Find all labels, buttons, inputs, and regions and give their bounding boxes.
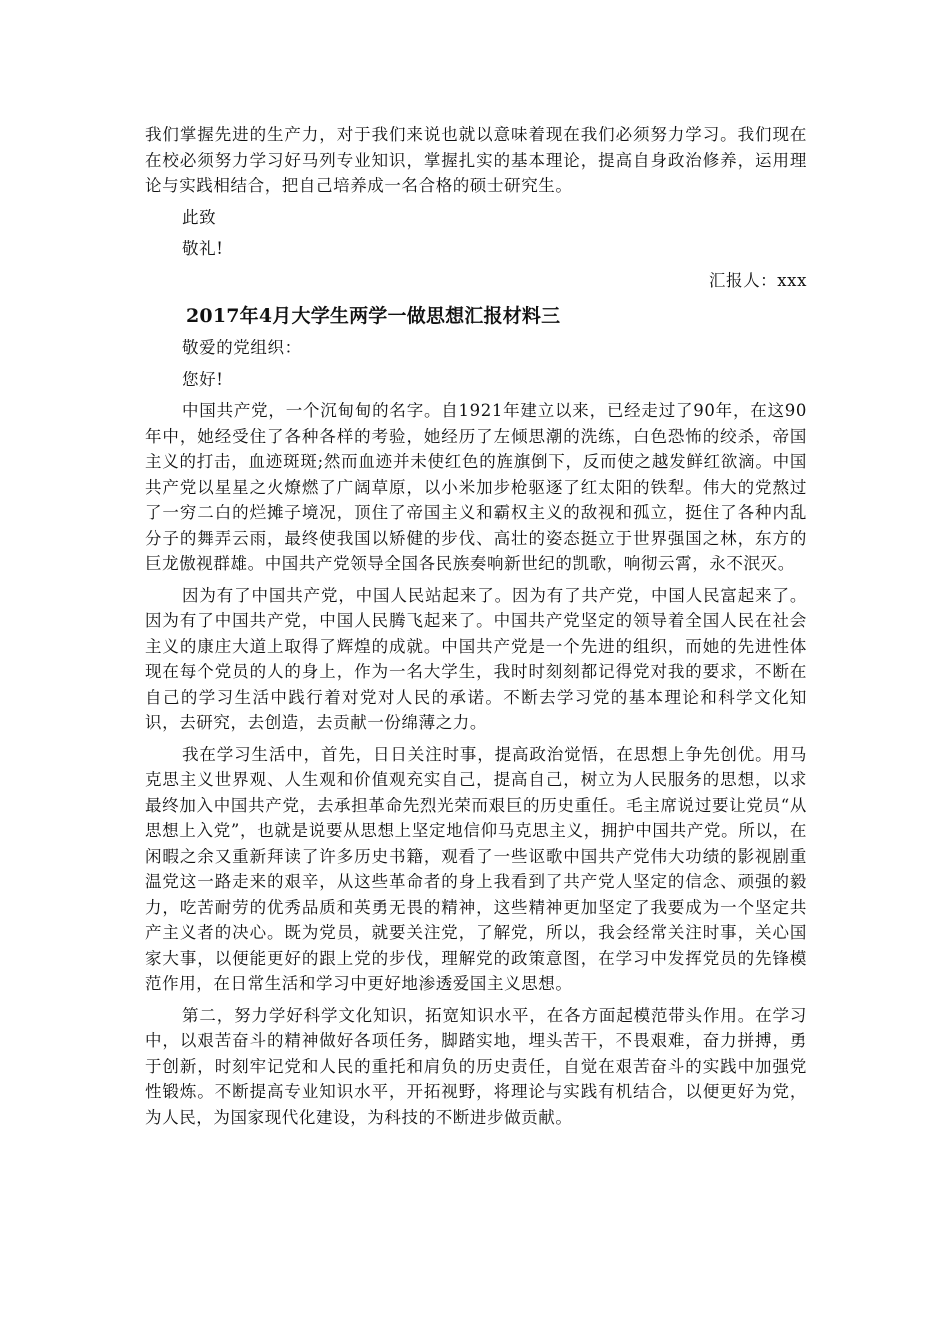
- greeting: 您好!: [182, 369, 224, 389]
- body-paragraph: 第二，努力学好科学文化知识，拓宽知识水平，在各方面起模范带头作用。在学习中，以艰苦奋斗的精神做好各项任务，脚踏实地，埋头苦干，不畏艰难，奋力拼搏，勇于创新，时刻牢记党和人民的重托和肩负的历史责任，自觉在艰苦奋斗的实践中加强党性锻炼。不断提高专业知识水平，开拓视野，将理论与实践有机结合，以便更好为党，为人民，为国家现代化建设，为科技的不断进步做贡献。: [145, 1005, 807, 1127]
- salutation: 敬爱的党组织：: [182, 338, 302, 357]
- signature: 汇报人：xxx: [708, 270, 807, 290]
- body-paragraph: 我们掌握先进的生产力，对于我们来说也就以意味着现在我们必须努力学习。我们现在在校必须努力学习好马列专业知识，掌握扎实的基本理论，提高自身政治修养，运用理论与实践相结合，把自己培养成一名合格的硕士研究生。: [145, 125, 807, 195]
- body-paragraph: 我在学习生活中，首先，日日关注时事，提高政治觉悟，在思想上争先创优。用马克思主义世界观、人生观和价值观充实自己，提高自己，树立为人民服务的思想，以求最终加入中国共产党，去承担革命先烈光荣而艰巨的历史重任。毛主席说过要让党员“从思想上入党”，也就是说要从思想上坚定地信仰马克思主义，拥护中国共产党。所以，在闲暇之余又重新拜读了许多历史书籍，观看了一些讴歌中国共产党伟大功绩的影视剧重温党这一路走来的艰辛，从这些革命者的身上我看到了共产党人坚定的信念、顽强的毅力，吃苦耐劳的优秀品质和英勇无畏的精神，这些精神更加坚定了我要成为一个坚定共产主义者的决心。既为党员，就要关注党，了解党，所以，我会经常关注时事，关心国家大事，以便能更好的跟上党的步伐，理解党的政策意图，在学习中发挥党员的先锋模范作用，在日常生活和学习中更好地渗透爱国主义思想。: [145, 744, 807, 993]
- section-title: 2017年4月大学生两学一做思想汇报材料三: [186, 305, 561, 327]
- document-body: [145, 122, 807, 1130]
- body-paragraph: 中国共产党，一个沉甸甸的名字。自1921年建立以来，已经走过了90年，在这90年中，她经受住了各种各样的考验，她经历了左倾思潮的洗练，白色恐怖的绞杀，帝国主义的打击，血迹斑斑;然而血迹并未使红色的旌旗倒下，反而使之越发鲜红欲滴。中国共产党以星星之火燎燃了广阔草原，以小米加步枪驱逐了红太阳的铁犁。伟大的党熬过了一穷二白的烂摊子境况，顶住了帝国主义和霸权主义的敌视和孤立，挺住了各种内乱分子的舞弄云雨，最终使我国以矫健的步伐、高壮的姿态挺立于世界强国之林，东方的巨龙傲视群雄。中国共产党领导全国各民族奏响新世纪的凯歌，响彻云霄，永不泯灭。: [145, 401, 807, 573]
- body-paragraph: 因为有了中国共产党，中国人民站起来了。因为有了共产党，中国人民富起来了。因为有了中国共产党，中国人民腾飞起来了。中国共产党坚定的领导着全国人民在社会主义的康庄大道上取得了辉煌的成就。中国共产党是一个先进的组织，而她的先进性体现在每个党员的人的身上，作为一名大学生，我时时刻刻都记得党对我的要求，不断在自己的学习生活中践行着对党对人民的承诺。不断去学习党的基本理论和科学文化知识，去研究，去创造，去贡献一份绵薄之力。: [145, 585, 807, 732]
- closing-line-1: 此致: [182, 207, 217, 227]
- closing-line-2: 敬礼!: [182, 239, 224, 258]
